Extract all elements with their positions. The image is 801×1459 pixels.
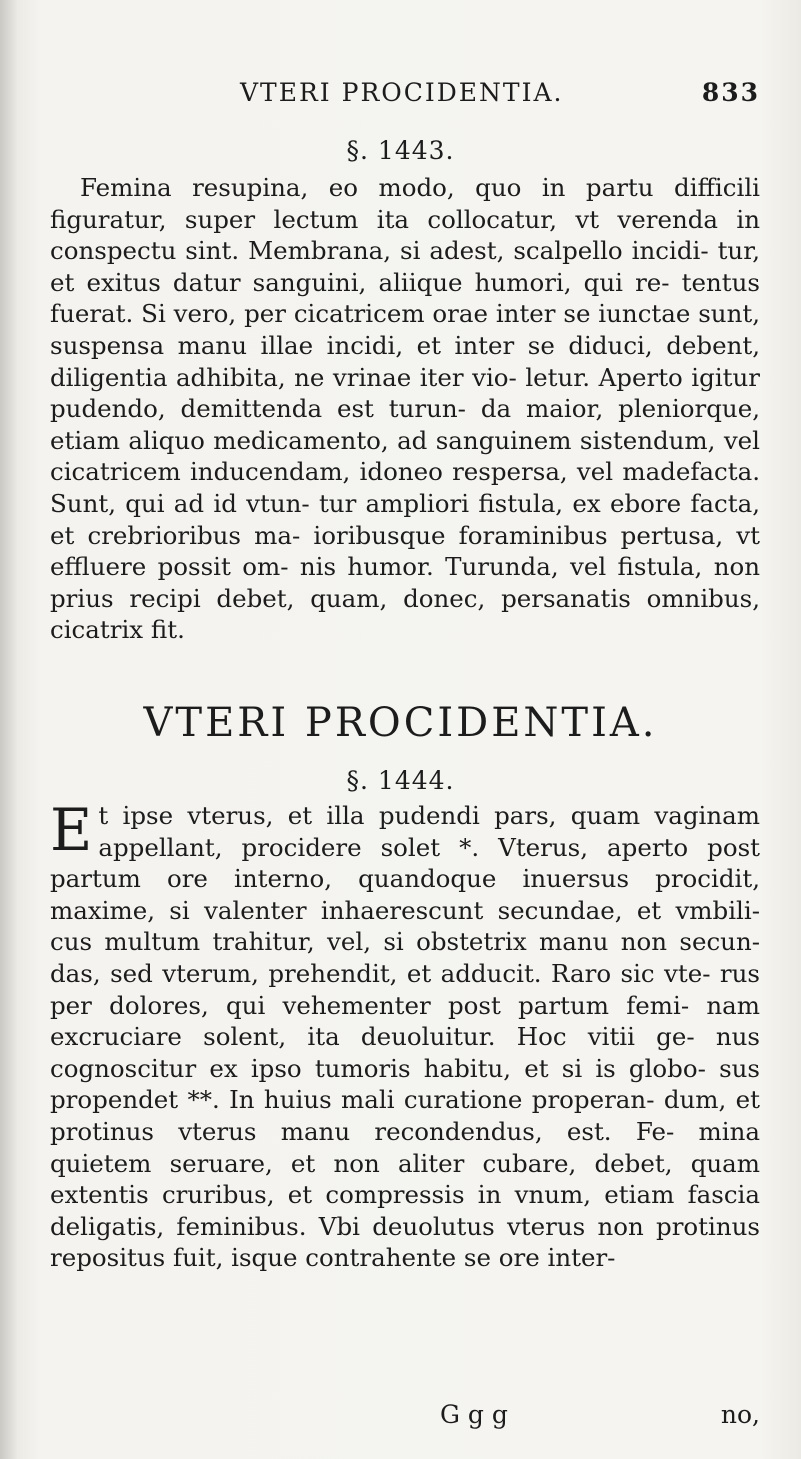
section-number-1444: §. 1444. [346,766,455,795]
running-head-title: VTERI PROCIDENTIA. [240,78,564,107]
paragraph-1444-text: t ipse vterus, et illa pudendi pars, quam vaginam appellant, procidere solet *. Vterus, aperto post partum ore interno, quandoque inuersus procidit, maxime, si valenter inhaerescunt secundae, et vmbili- cus multum trahitur, vel, si obstetrix manu non secun- das, sed vterum, prehendit, et adducit. Raro sic vte- rus per dolores, qui vehementer post partum femi- nam excruciare solent, ita deuoluitur. Hoc vitii ge- nus cognoscitur ex ipso tumoris habitu, et si is globo- sus propendet **. In huius mali curatione properan- dum, et protinus vterus manu recondendus, est. Fe- mina quietem seruare, et non aliter cubare, debet, quam extentis cruribus, et compressis in vnum, etiam fascia deligatis, feminibus. Vbi deuolutus vterus non protinus repositus fuit, isque contrahente se ore inter- [50,801,760,1273]
paragraph-1443: Femina resupina, eo modo, quo in partu difficili figuratur, super lectum ita collocatur, vt verenda in conspectu sint. Membrana, si adest, scalpello incidi- tur, et exitus datur sanguini, aliique humori, qui re- tentus fuerat. Si vero, per cicatricem orae inter se iunctae sunt, suspensa manu illae incidi, et inter se diduci, debent, diligentia adhibita, ne vrinae iter vio- letur. Aperto igitur pudendo, demittenda est turun- da maior, pleniorque, etiam aliquo medicamento, ad sanguinem sistendum, vel cicatricem inducendam, idoneo respersa, vel madefacta. Sunt, qui ad id vtun- tur ampliori fistula, ex ebore facta, et crebrioribus ma- ioribusque foraminibus pertusa, vt effluere possit om- nis humor. Turunda, vel fistula, non prius recipi debet, quam, donec, persanatis omnibus, cicatrix fit. [50,173,760,645]
page-number: 833 [701,78,760,107]
paragraph-1444 [50,796,760,1274]
running-head [240,78,760,118]
page-footer [50,1400,760,1434]
catchword: no, [720,1400,760,1429]
signature-mark: G g g [440,1400,508,1429]
section-number-1443: §. 1443. [346,136,455,165]
chapter-heading: VTERI PROCIDENTIA. [143,700,658,746]
drop-cap-initial: E [50,796,93,864]
